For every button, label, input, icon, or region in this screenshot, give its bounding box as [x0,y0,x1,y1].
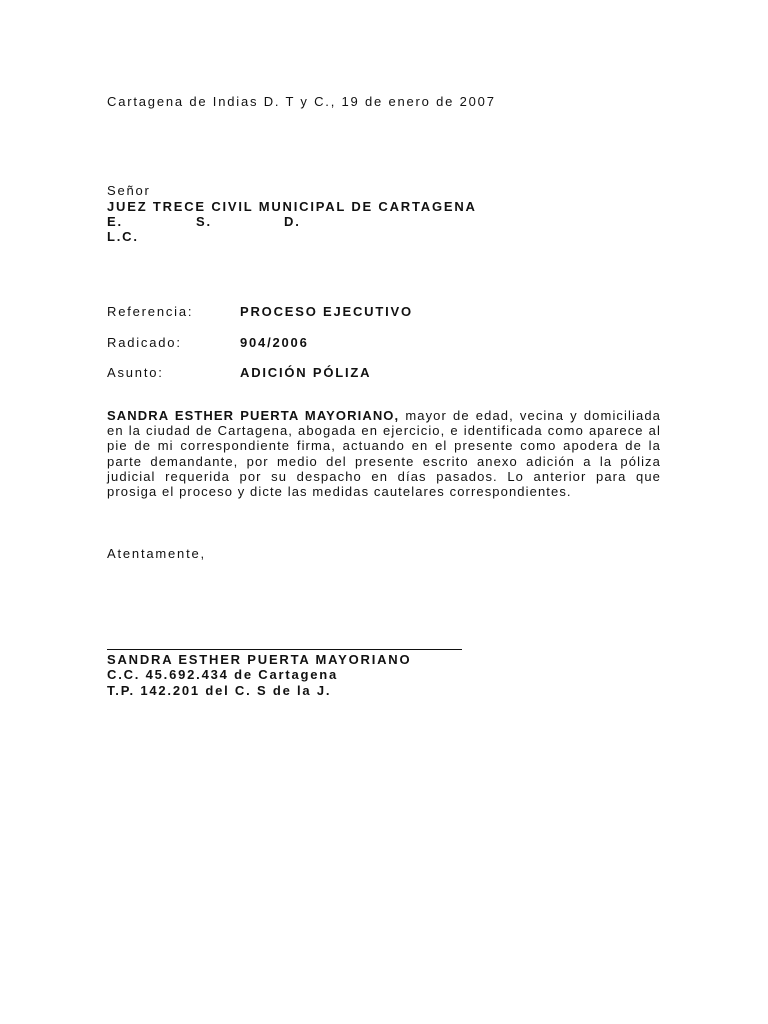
signature-name: SANDRA ESTHER PUERTA MAYORIANO [107,652,412,667]
asunto-value: ADICIÓN PÓLIZA [240,365,372,380]
asunto-label: Asunto: [107,365,164,380]
radicado-label: Radicado: [107,335,182,350]
esd-line [107,214,301,229]
signature-tp: T.P. 142.201 del C. S de la J. [107,683,332,698]
esd-e: E. [107,214,123,229]
salutation: Señor [107,183,151,198]
body-text: mayor de edad, vecina y domiciliada en la ciudad de Cartagena, abogada en ejercicio, e identificada como aparece al pie de mi correspondiente firma, actuando en el presente como apodera de la parte demandante, por medio del presente escrito anexo adición a la póliza judicial requerida por su despacho en días pasados. Lo anterior para que prosiga el proceso y dicte las medidas cautelares correspondientes. [107,408,661,500]
closing: Atentamente, [107,546,206,561]
reference-value: PROCESO EJECUTIVO [240,304,413,319]
esd-s: S. [196,214,212,229]
body-name: SANDRA ESTHER PUERTA MAYORIANO, [107,408,400,423]
place-date: Cartagena de Indias D. T y C., 19 de enero de 2007 [107,94,496,109]
radicado-value: 904/2006 [240,335,309,350]
reference-label: Referencia: [107,304,194,319]
lc-line: L.C. [107,229,139,244]
body-paragraph [107,408,661,499]
signature-id: C.C. 45.692.434 de Cartagena [107,667,339,682]
esd-d: D. [284,214,301,229]
signature-line [107,649,462,650]
court-name: JUEZ TRECE CIVIL MUNICIPAL DE CARTAGENA [107,199,477,214]
